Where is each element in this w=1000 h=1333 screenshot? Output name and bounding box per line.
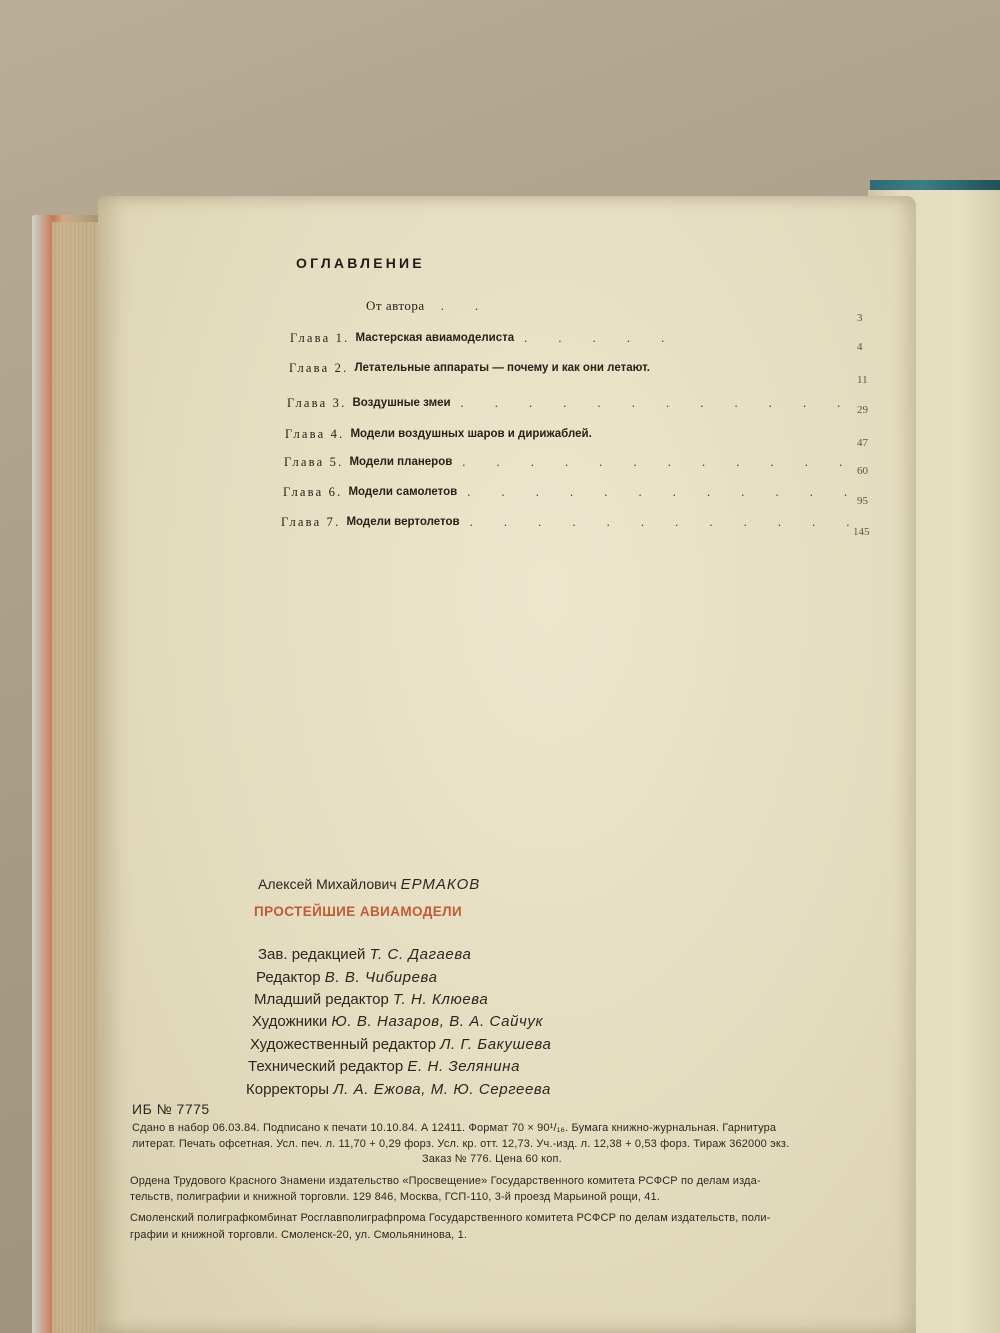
- toc-chapter-7: [281, 512, 863, 532]
- credit-names: В. В. Чибирева: [324, 969, 438, 986]
- credit-line: [256, 969, 438, 986]
- toc-chapter-2: [289, 358, 650, 378]
- credit-line: [252, 1013, 543, 1030]
- chapter-title: Модели воздушных шаров и дирижаблей.: [350, 428, 592, 440]
- toc-chapter-5: [284, 452, 856, 472]
- toc-page-number: 3: [857, 312, 863, 324]
- chapter-label: Глава 5.: [284, 454, 344, 469]
- toc-leader-dots: . . . . . . . . . . . .: [460, 395, 855, 410]
- credit-role: Редактор: [256, 969, 321, 986]
- credit-role: Зав. редакцией: [258, 946, 366, 963]
- toc-page-number: 29: [857, 404, 868, 416]
- credit-line: [258, 946, 471, 963]
- imprint-line: Заказ № 776. Цена 60 коп.: [422, 1153, 562, 1165]
- imprint-line: Сдано в набор 06.03.84. Подписано к печати 10.10.84. А 12411. Формат 70 × 90¹/₁₆. Бумага книжно-журнальная. Гарнитура: [132, 1122, 777, 1134]
- chapter-label: Глава 4.: [285, 426, 345, 441]
- toc-leader-dots: . . . . . . . . . . . .: [462, 454, 857, 469]
- credit-names: Л. Г. Бакушева: [440, 1036, 552, 1053]
- credit-role: Художники: [252, 1013, 328, 1030]
- credit-line: [250, 1036, 551, 1053]
- credit-line: [246, 1081, 551, 1098]
- toc-leader-dots: . . . . . . . . . . . .: [469, 514, 864, 529]
- credit-names: Т. С. Дагаева: [369, 946, 472, 963]
- credit-line: [254, 991, 488, 1008]
- chapter-label: Глава 1.: [290, 330, 350, 345]
- ib-number: ИБ № 7775: [132, 1101, 210, 1117]
- toc-leader-dots: . . . . .: [524, 330, 679, 345]
- credit-role: Младший редактор: [254, 991, 389, 1008]
- toc-page-number: 145: [853, 526, 870, 538]
- toc-preface: [366, 296, 492, 316]
- credit-names: Е. Н. Зелянина: [407, 1058, 521, 1075]
- toc-title: ОГЛАВЛЕНИЕ: [296, 255, 425, 271]
- credit-line: [248, 1058, 520, 1075]
- imprint-line: тельств, полиграфии и книжной торговли. 129 846, Москва, ГСП-110, 3-й проезд Марьиной рощи, 41.: [130, 1191, 661, 1203]
- toc-chapter-1: [290, 328, 678, 348]
- credit-names: Т. Н. Клюева: [393, 991, 489, 1008]
- chapter-title: Мастерская авиамоделиста: [355, 332, 515, 344]
- credit-names: Л. А. Ежова, М. Ю. Сергеева: [333, 1081, 551, 1098]
- chapter-label: Глава 6.: [283, 484, 343, 499]
- imprint-line: Ордена Трудового Красного Знамени издательство «Просвещение» Государственного комитета РСФСР по делам изда-: [130, 1175, 761, 1187]
- credit-role: Технический редактор: [248, 1058, 404, 1075]
- toc-chapter-3: [287, 393, 854, 413]
- imprint-line: литерат. Печать офсетная. Усл. печ. л. 11,70 + 0,29 форз. Усл. кр. отт. 12,73. Уч.-изд. л. 12,38 + 0,53 форз. Тираж 362000 экз.: [132, 1138, 790, 1150]
- toc-chapter-6: [283, 482, 861, 502]
- toc-page-number: 95: [857, 495, 868, 507]
- chapter-title: Летательные аппараты — почему и как они летают.: [354, 362, 650, 374]
- author-given-name: Алексей Михайлович: [258, 876, 397, 892]
- toc-page-number: 11: [857, 374, 868, 386]
- toc-leader-dots: . . . . . . . . . . . .: [467, 484, 862, 499]
- imprint-line: Смоленский полиграфкомбинат Росглавполиграфпрома Государственного комитета РСФСР по делам издательств, поли-: [130, 1212, 771, 1224]
- author-name: [258, 876, 480, 893]
- credit-role: Художественный редактор: [250, 1036, 436, 1053]
- toc-chapter-4: [285, 424, 592, 444]
- credit-names: Ю. В. Назаров, В. А. Сайчук: [331, 1013, 544, 1030]
- chapter-title: Модели планеров: [349, 456, 453, 468]
- toc-page-number: 4: [857, 341, 863, 353]
- chapter-title: Модели самолетов: [348, 486, 458, 498]
- chapter-label: Глава 7.: [281, 514, 341, 529]
- chapter-title: Модели вертолетов: [346, 516, 460, 528]
- toc-leader-dots: . .: [440, 298, 493, 313]
- author-surname: ЕРМАКОВ: [400, 876, 481, 893]
- book-title: ПРОСТЕЙШИЕ АВИАМОДЕЛИ: [254, 904, 463, 919]
- chapter-label: Глава 3.: [287, 395, 347, 410]
- chapter-label: Глава 2.: [289, 360, 349, 375]
- credit-role: Корректоры: [246, 1081, 330, 1098]
- imprint-line: графии и книжной торговли. Смоленск-20, ул. Смольянинова, 1.: [130, 1229, 468, 1241]
- toc-page-number: 47: [857, 437, 868, 449]
- chapter-title: Воздушные змеи: [352, 397, 451, 409]
- toc-preface-title: От автора: [366, 298, 425, 313]
- toc-page-number: 60: [857, 465, 868, 477]
